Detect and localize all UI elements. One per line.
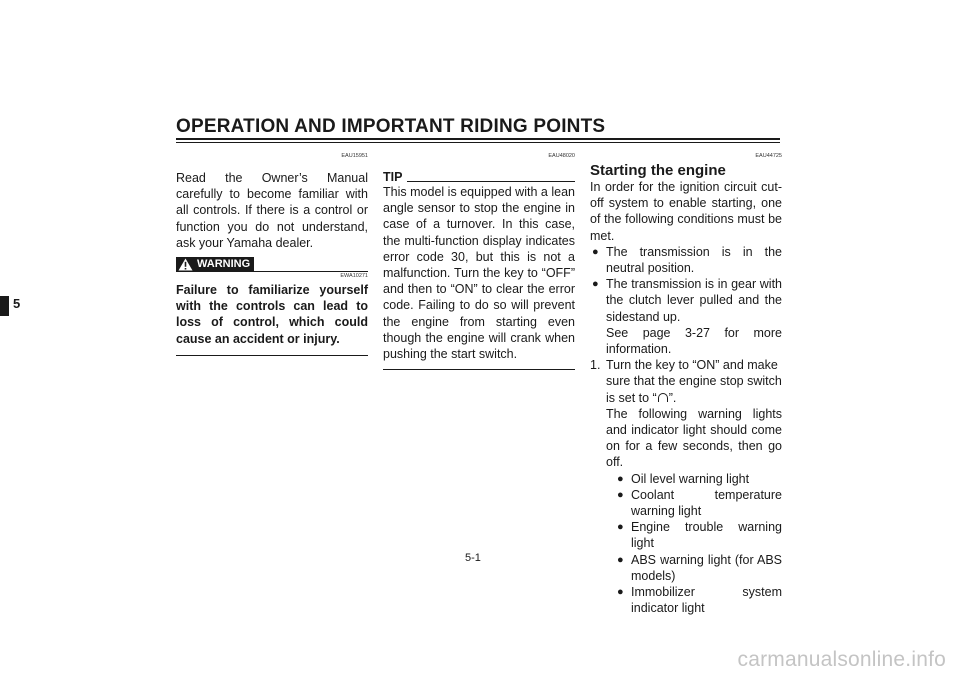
intro-paragraph: Read the Owner’s Manual carefully to become familiar with all controls. If there is a control or function you do not understand, ask your Yamaha dealer.: [176, 171, 368, 250]
warning-text: Failure to familiarize yourself with the controls can lead to loss of control, which could cause an accident or injury.: [176, 283, 368, 346]
reference-code: EAU44725: [755, 153, 782, 159]
bullet-icon: ●: [617, 521, 624, 534]
light-name: Coolant temperature warning light: [631, 487, 782, 519]
step-text: Turn the key to “ON” and make sure that the engine stop switch is set to “: [606, 358, 782, 405]
warning-code: EWA10271: [340, 273, 368, 280]
warning-end-rule: [176, 355, 368, 356]
reference-code: EAU48020: [548, 153, 575, 159]
condition-text: The transmission is in the neutral position.: [606, 244, 782, 276]
bullet-icon: ●: [617, 553, 624, 566]
step-text-end: ”.: [668, 390, 677, 405]
warning-header: [176, 257, 368, 272]
header-rule-thin: [176, 142, 780, 143]
column-middle: [383, 152, 575, 370]
list-item: [615, 584, 782, 616]
section-intro: In order for the ignition circuit cut-off system to enable starting, one of the following conditions must be met.: [590, 180, 782, 243]
chapter-tab: [0, 296, 9, 316]
list-item: [590, 244, 782, 276]
light-name: Oil level warning light: [631, 471, 750, 486]
tip-header: [383, 170, 575, 184]
list-item: [615, 552, 782, 584]
condition-text: The transmission is in gear with the clutch lever pulled and the sidestand up.: [606, 277, 782, 324]
step-number: 1.: [590, 358, 601, 373]
list-item: [615, 519, 782, 551]
chapter-number: 5: [13, 296, 21, 311]
light-name: ABS warning light (for ABS models): [631, 552, 782, 583]
bullet-icon: ●: [592, 245, 599, 258]
column-left: [176, 152, 368, 356]
column-right: [590, 152, 782, 616]
page-number: 5-1: [465, 552, 481, 564]
bullet-icon: ●: [617, 472, 624, 485]
page-title: OPERATION AND IMPORTANT RIDING POINTS: [176, 116, 606, 137]
list-item: [590, 276, 782, 357]
conditions-list: [590, 244, 782, 357]
light-name: Engine trouble warning light: [631, 520, 782, 551]
list-item: [615, 487, 782, 519]
warning-triangle-icon: [178, 258, 193, 271]
warning-badge: [176, 257, 254, 272]
engine-run-switch-icon: [658, 393, 668, 402]
bullet-icon: ●: [617, 586, 624, 599]
watermark: carmanualsonline.info: [737, 648, 946, 671]
header-rule: [176, 138, 780, 140]
reference-code: EAU15951: [341, 153, 368, 159]
tip-end-rule: [383, 369, 575, 370]
bullet-icon: ●: [592, 278, 599, 291]
section-heading: Starting the engine: [590, 162, 726, 179]
warning-label: WARNING: [197, 258, 251, 271]
list-item: [615, 471, 782, 487]
condition-note: See page 3-27 for more information.: [606, 325, 782, 357]
step-subtext: The following warning lights and indicator light should come on for a few seconds, then go off.: [606, 406, 782, 470]
step-1: [590, 357, 782, 616]
bullet-icon: ●: [617, 488, 624, 501]
tip-rule: [407, 181, 575, 182]
light-name: Immobilizer system indicator light: [631, 585, 782, 616]
tip-label: TIP: [383, 170, 403, 184]
warning-rule: [254, 257, 368, 272]
lights-list: [606, 471, 782, 617]
tip-text: This model is equipped with a lean angle sensor to stop the engine in case of a turnover. In this case, the multi-function display indicates error code 30, but this is not a malfunction. Turn the key to “OFF” and then to “ON” to clear the error code. Failing to do so will prevent the engine from starting even though the engine will crank when pushing the start switch.: [383, 185, 575, 362]
